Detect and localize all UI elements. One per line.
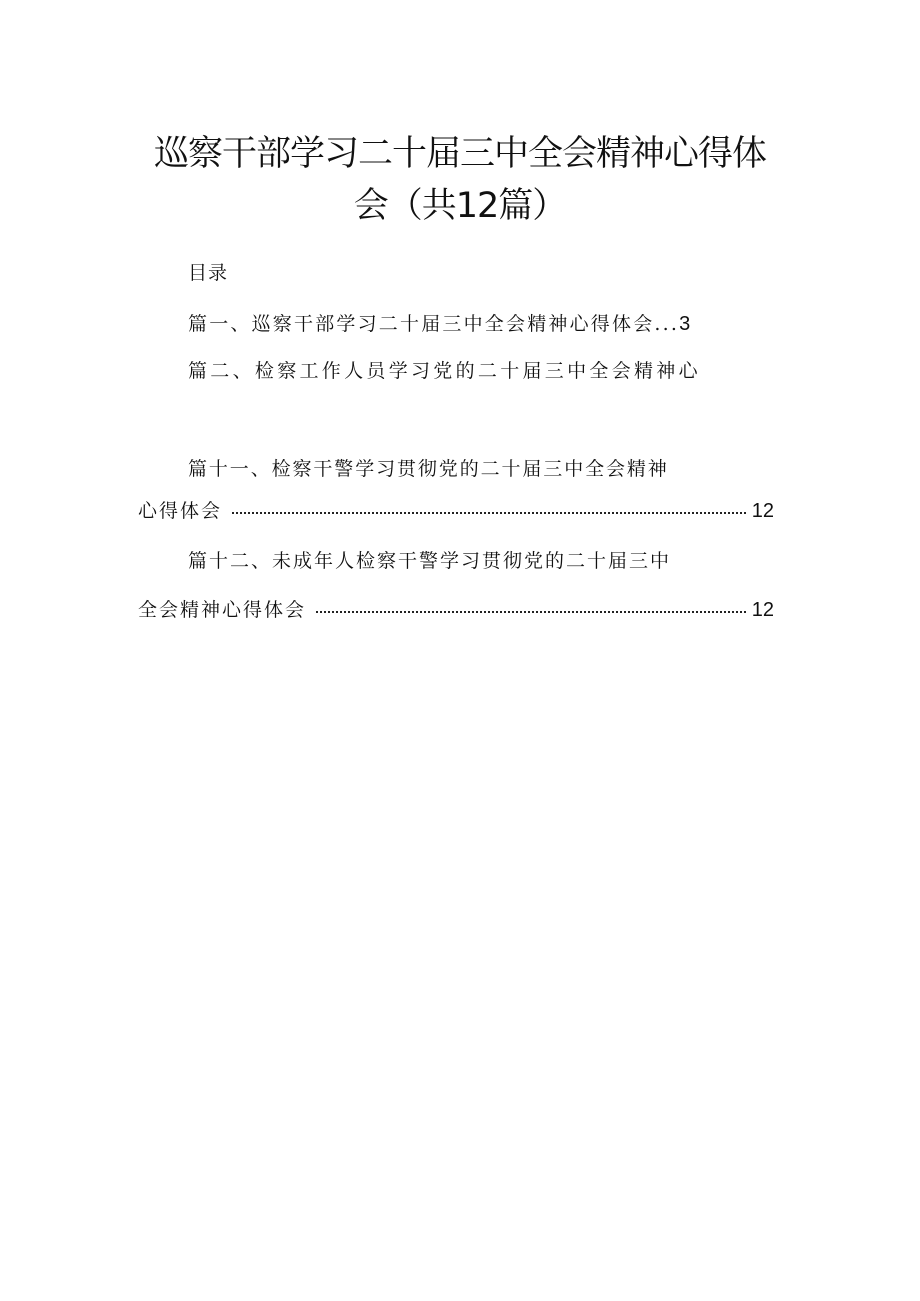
document-title-line-1: 巡察干部学习二十届三中全会精神心得体 [153, 134, 766, 174]
toc-dot-leader [232, 512, 746, 514]
toc-entry-12-line-1[interactable]: 篇十二、未成年人检察干警学习贯彻党的二十届三中 [188, 550, 672, 572]
toc-entry-12-line-2[interactable] [138, 599, 774, 621]
toc-entry-2[interactable]: 篇二、检察工作人员学习党的二十届三中全会精神心 [188, 360, 701, 382]
toc-entry-1[interactable] [188, 313, 690, 335]
toc-dot-leader [316, 611, 746, 613]
toc-entry-11-page: 12 [751, 500, 774, 522]
toc-entry-11-continuation: 心得体会 [138, 500, 223, 522]
toc-entry-1-text: 篇一、巡察干部学习二十届三中全会精神心得体会... [188, 313, 680, 335]
toc-entry-11-line-1[interactable]: 篇十一、检察干警学习贯彻党的二十届三中全会精神 [188, 458, 669, 480]
toc-entry-11-line-2[interactable] [138, 500, 774, 522]
document-title-line-2: 会（共12篇） [353, 186, 567, 226]
toc-entry-1-page: 3 [679, 313, 691, 335]
toc-heading: 目录 [188, 262, 229, 284]
toc-entry-12-page: 12 [751, 599, 774, 621]
toc-entry-12-continuation: 全会精神心得体会 [138, 599, 307, 621]
